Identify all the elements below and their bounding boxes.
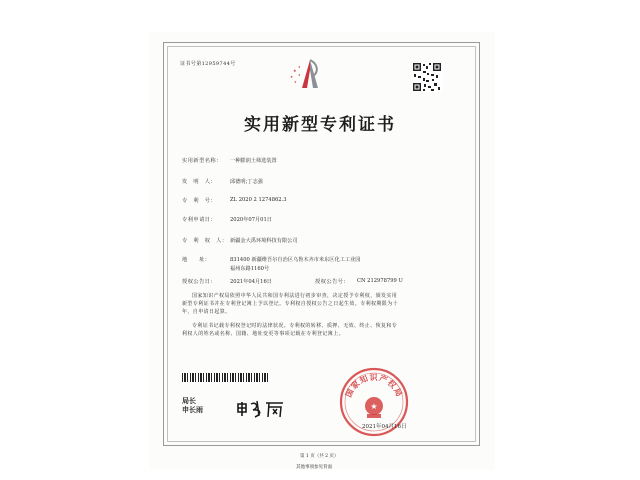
address-line-2: 福州东路1160号	[230, 266, 270, 272]
qr-code-icon	[412, 62, 442, 92]
grant-date-value: 2021年04月16日	[230, 279, 272, 285]
signature-icon	[235, 398, 287, 420]
filing-date-label: 专利申请日：	[182, 217, 217, 223]
grant-date-label: 授权公告日：	[182, 279, 217, 285]
footer-note: 其他事项参见背面	[296, 465, 332, 470]
inventor-value: 邱德明;丁志强	[230, 179, 263, 185]
legal-status-line-1: 专利证书记载专利权登记时的法律状况。专利权的转移、质押、无效、终止、恢复和专	[192, 323, 398, 329]
utility-model-name-label: 实用新型名称：	[182, 158, 222, 164]
utility-model-name-value: 一种膨润土筛选装置	[230, 158, 277, 164]
seal-date: 2021年04月16日	[362, 424, 407, 430]
certificate-border-inner	[167, 46, 476, 442]
inventor-label: 发 明 人：	[182, 179, 217, 185]
patentee-value: 新疆金大禹环境科技有限公司	[230, 238, 298, 244]
signatory-title: 局长	[182, 396, 196, 405]
address-line-1: 831400 新疆维吾尔自治区乌鲁木齐市米东区化工工业园	[230, 257, 361, 263]
grant-statement	[182, 292, 462, 317]
grant-statement-line-3: 年，自申请日起算。	[182, 309, 231, 316]
grant-number-value: CN 212978799 U	[357, 278, 403, 284]
signatory-name: 申长雨	[182, 405, 203, 414]
document-title: 实用新型专利证书	[244, 115, 396, 135]
address-label: 地 址：	[182, 257, 211, 263]
patent-number-label: 专 利 号：	[182, 198, 217, 204]
svg-text:★: ★	[290, 75, 294, 79]
legal-status-statement	[182, 322, 462, 338]
grant-statement-line-1: 国家知识产权局依照中华人民共和国专利法进行初步审查，决定授予专利权，颁发实用	[192, 293, 398, 299]
page-indicator: 第 1 页（共 2 页）	[300, 454, 339, 459]
legal-status-line-2: 利权人的姓名或名称、国籍、地址变更等事项记载在专利登记簿上。	[182, 331, 345, 338]
certificate-number: 证书号第12959744号	[180, 61, 236, 67]
patent-office-logo-icon	[288, 58, 330, 92]
svg-text:★: ★	[294, 80, 297, 84]
patentee-label: 专 利 权 人：	[182, 238, 228, 244]
svg-text:★: ★	[298, 65, 301, 69]
svg-text:★: ★	[370, 402, 378, 411]
filing-date-value: 2020年07月01日	[230, 217, 272, 223]
grant-statement-line-2: 新型专利证书并在专利登记簿上予以登记。专利权自授权公告之日起生效。专利权期限为十	[182, 301, 399, 308]
svg-text:国家知识产权局: 国家知识产权局	[343, 372, 405, 399]
svg-text:★: ★	[298, 73, 301, 77]
barcode-icon	[182, 373, 270, 382]
grant-number-label: 授权公告号：	[315, 279, 350, 285]
patent-number-value: ZL 2020 2 1274862.3	[230, 197, 287, 203]
svg-text:★: ★	[293, 68, 297, 73]
